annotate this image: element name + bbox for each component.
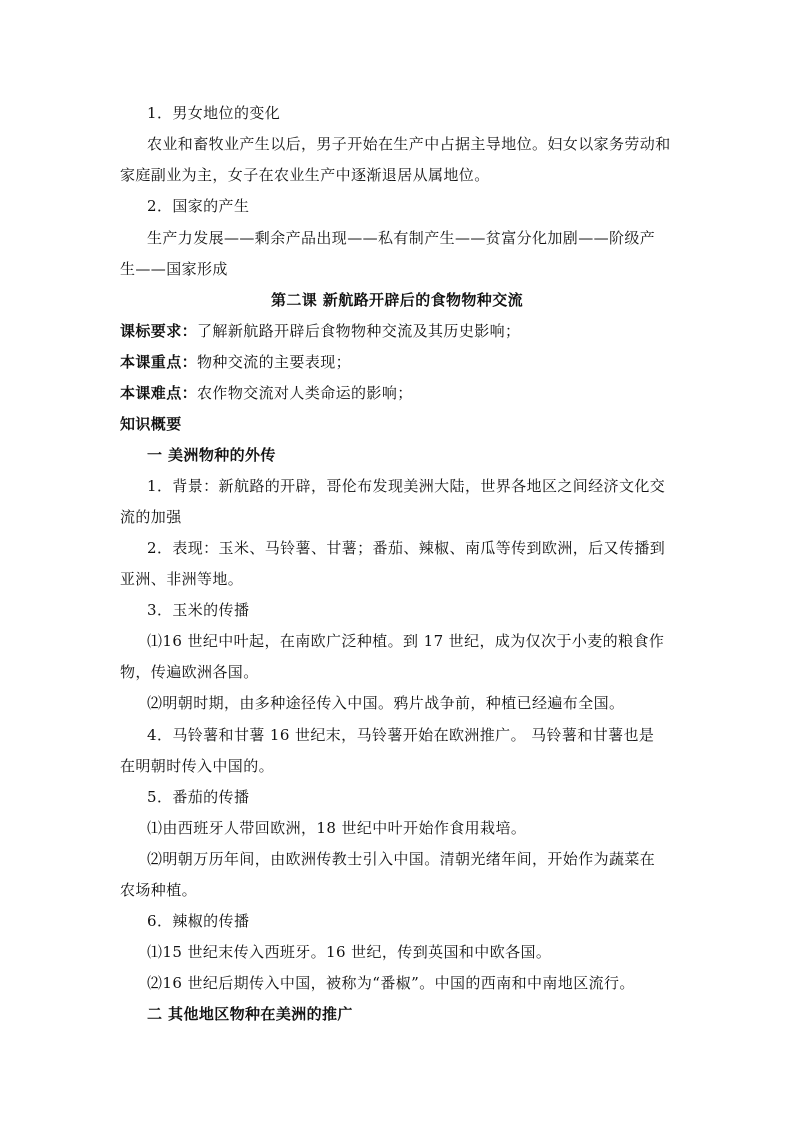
p6-a: ⑴15 世纪末传入西班牙。16 世纪，传到英国和中欧各国。	[147, 943, 552, 961]
p3-a-line2: 物，传遍欧洲各国。	[120, 663, 259, 681]
p3-title: 3．玉米的传播	[147, 601, 250, 619]
p5-b-line2: 农场种植。	[120, 881, 198, 899]
item1-title: 1．男女地位的变化	[147, 104, 281, 122]
p2-line2: 亚洲、非洲等地。	[120, 570, 244, 588]
item1-body-line2: 家庭副业为主，女子在农业生产中逐渐退居从属地位。	[120, 166, 490, 184]
p6-b: ⑵16 世纪后期传入中国，被称为“番椒”。中国的西南和中南地区流行。	[147, 974, 635, 992]
p5-a: ⑴由西班牙人带回欧洲，18 世纪中叶开始作食用栽培。	[147, 819, 527, 837]
p3-b: ⑵明朝时期，由多种途径传入中国。鸦片战争前，种植已经遍布全国。	[147, 694, 625, 712]
p5-b-line1: ⑵明朝万历年间，由欧洲传教士引入中国。清朝光绪年间，开始作为蔬菜在	[147, 850, 656, 868]
p5-title: 5．番茄的传播	[147, 788, 250, 806]
p1-line2: 流的加强	[120, 508, 182, 526]
lesson-title: 第二课 新航路开辟后的食物物种交流	[270, 291, 524, 309]
overview-label: 知识概要	[120, 415, 182, 433]
p2-line1: 2．表现：玉米、马铃薯、甘薯；番茄、辣椒、南瓜等传到欧洲，后又传播到	[147, 539, 666, 557]
difficulty-label: 本课难点：	[120, 384, 198, 402]
difficulty-line	[120, 383, 413, 403]
p3-a-line1: ⑴16 世纪中叶起，在南欧广泛种植。到 17 世纪，成为仅次于小麦的粮食作	[147, 632, 665, 650]
part1-heading: 一 美洲物种的外传	[147, 446, 276, 464]
requirement-label: 课标要求：	[120, 322, 198, 340]
item2-body-line2: 生——国家形成	[120, 260, 228, 278]
focus-line	[120, 352, 351, 372]
item2-title: 2．国家的产生	[147, 197, 250, 215]
difficulty-text: 农作物交流对人类命运的影响；	[197, 384, 413, 402]
p1-line1: 1．背景：新航路的开辟，哥伦布发现美洲大陆，世界各地区之间经济文化交	[147, 477, 666, 495]
requirement-text: 了解新航路开辟后食物物种交流及其历史影响；	[197, 322, 521, 340]
part2-heading: 二 其他地区物种在美洲的推广	[147, 1005, 353, 1023]
p4-line1: 4．马铃薯和甘薯 16 世纪末，马铃薯开始在欧洲推广。 马铃薯和甘薯也是	[147, 726, 655, 744]
requirement-line	[120, 321, 520, 341]
item2-body-line1: 生产力发展——剩余产品出现——私有制产生——贫富分化加剧——阶级产	[147, 229, 656, 247]
focus-text: 物种交流的主要表现；	[197, 353, 352, 371]
p6-title: 6．辣椒的传播	[147, 912, 250, 930]
p4-line2: 在明朝时传入中国的。	[120, 757, 275, 775]
focus-label: 本课重点：	[120, 353, 198, 371]
item1-body-line1: 农业和畜牧业产生以后，男子开始在生产中占据主导地位。妇女以家务劳动和	[147, 135, 671, 153]
